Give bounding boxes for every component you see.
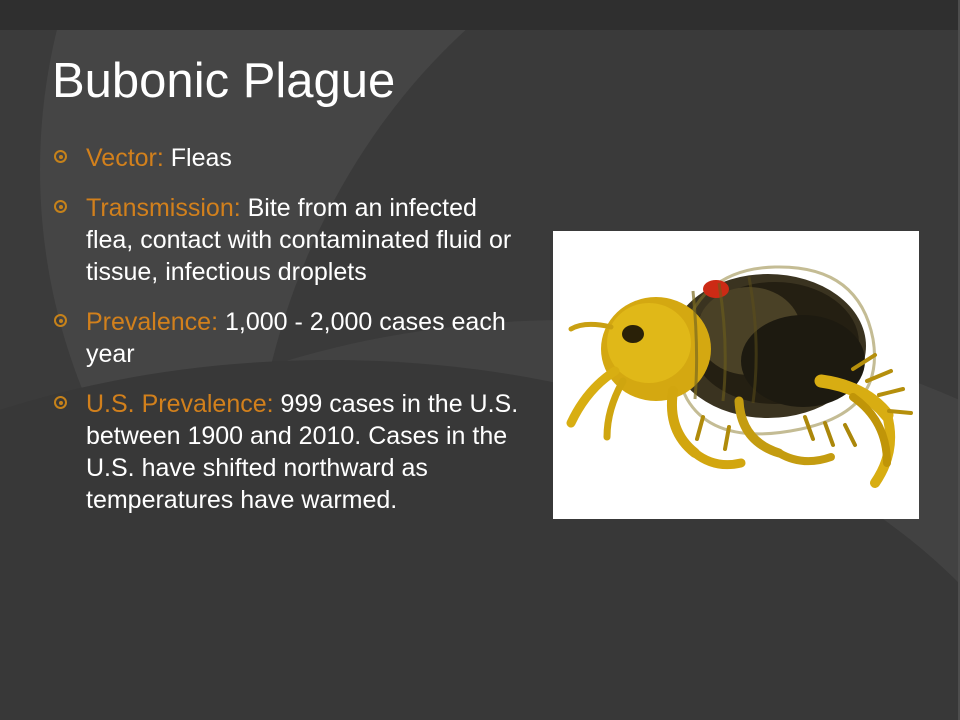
background-top-band (0, 0, 960, 30)
list-item (50, 388, 520, 516)
bullet-label: Vector: (86, 144, 164, 172)
bullet-marker-icon (54, 314, 67, 327)
list-item (50, 192, 520, 288)
bullet-label: Prevalence: (86, 308, 219, 336)
slide-title: Bubonic Plague (52, 54, 396, 108)
bullet-label: U.S. Prevalence: (86, 390, 274, 418)
bullet-list (50, 142, 520, 534)
bullet-marker-icon (54, 200, 67, 213)
flea-photograph (553, 231, 919, 519)
flea-illustration (553, 231, 919, 519)
list-item (50, 142, 520, 174)
bullet-marker-icon (54, 396, 67, 409)
bullet-text: Fleas (163, 144, 232, 172)
bullet-text: 999 cases in the U.S. between 1900 and 2010. Cases in the U.S. have shifted northward as temperatures have warmed. (86, 390, 519, 514)
bullet-label: Transmission: (86, 194, 241, 222)
bullet-text: Bite from an infected flea, contact with contaminated fluid or tissue, infectious droplets (86, 194, 512, 286)
list-item (50, 306, 520, 370)
bullet-marker-icon (54, 150, 67, 163)
bullet-text: 1,000 - 2,000 cases each year (86, 308, 506, 368)
